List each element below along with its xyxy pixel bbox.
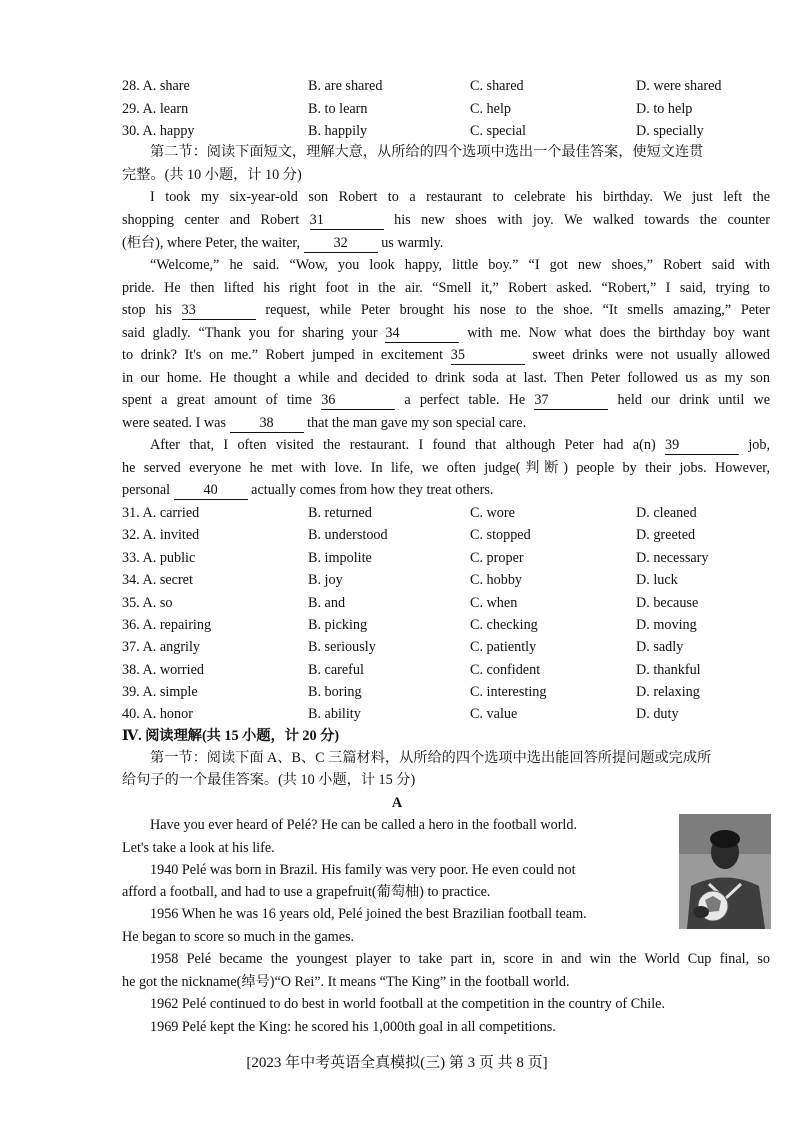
option-a: 29. A. learn <box>122 101 189 117</box>
pele-photo-illustration <box>679 814 771 929</box>
option-b: B. returned <box>308 505 372 521</box>
page-footer <box>0 1052 794 1075</box>
option-a: 33. A. public <box>122 550 196 566</box>
paragraph2-line2: pride. He then lifted his right foot in the air. “Smell it,” Robert asked. “Robert,” I said, trying to <box>122 280 770 296</box>
passageA-line2: Let's take a look at his life. <box>122 840 275 856</box>
paragraph1-line1: I took my six-year-old son Robert to a restaurant to celebrate his birthday. We just left the <box>150 189 770 205</box>
option-b: B. understood <box>308 527 388 543</box>
question-34-options <box>122 569 772 591</box>
option-d: D. moving <box>636 617 697 633</box>
question-38-options <box>122 659 772 681</box>
paragraph3-line3: personal 40 actually comes from how they treat others. <box>122 482 494 498</box>
question-29-options <box>122 98 772 120</box>
option-c: C. checking <box>470 617 538 633</box>
question-35-options <box>122 592 772 614</box>
blank-35[interactable]: 35 <box>451 346 525 365</box>
paragraph1-line2: shopping center and Robert 31 his new shoes with joy. We walked towards the counter <box>122 212 771 228</box>
paragraph2-line6: in our home. He thought a while and decided to drink soda at last. Then Peter followed us as my son <box>122 370 770 386</box>
option-d: D. thankful <box>636 662 701 678</box>
paragraph2-line4: said gladly. “Thank you for sharing your 34 with me. Now what does the birthday boy want <box>122 325 771 341</box>
option-b: B. are shared <box>308 78 383 94</box>
option-b: B. careful <box>308 662 364 678</box>
question-40-options <box>122 703 772 725</box>
option-a: 40. A. honor <box>122 706 193 722</box>
blank-40[interactable]: 40 <box>174 481 248 500</box>
blank-34[interactable]: 34 <box>385 324 459 343</box>
blank-33[interactable]: 33 <box>182 301 256 320</box>
section2-instruction-line1: 第二节：阅读下面短文，理解大意，从所给的四个选项中选出一个最佳答案，使短文连贯 <box>150 144 704 160</box>
option-d: D. duty <box>636 706 679 722</box>
option-a: 28. A. share <box>122 78 190 94</box>
option-b: B. seriously <box>308 639 376 655</box>
question-37-options <box>122 636 772 658</box>
blank-36[interactable]: 36 <box>321 391 395 410</box>
option-d: D. to help <box>636 101 693 117</box>
paragraph2-line8: were seated. I was 38 that the man gave my son special care. <box>122 415 527 431</box>
passageA-line9: 1962 Pelé continued to do best in world football at the competition in the country of Chile. <box>150 996 665 1012</box>
passage-label: A <box>391 795 403 811</box>
blank-37[interactable]: 37 <box>534 391 608 410</box>
paragraph1-line3: (柜台), where Peter, the waiter, 32 us warmly. <box>122 235 444 251</box>
option-d: D. because <box>636 595 699 611</box>
part4-instruction-line1: 第一节：阅读下面 A、B、C 三篇材料，从所给的四个选项中选出能回答所提问题或完成所 <box>150 750 712 766</box>
question-30-options <box>122 120 772 142</box>
option-a: 34. A. secret <box>122 572 193 588</box>
option-c: C. proper <box>470 550 524 566</box>
question-28-options <box>122 75 772 97</box>
option-c: C. value <box>470 706 518 722</box>
passageA-line10: 1969 Pelé kept the King: he scored his 1,000th goal in all competitions. <box>150 1019 556 1035</box>
option-d: D. relaxing <box>636 684 700 700</box>
option-b: B. ability <box>308 706 361 722</box>
footer-text: [2023 年中考英语全真模拟(三) 第 3 页 共 8 页] <box>246 1055 548 1071</box>
option-b: B. boring <box>308 684 362 700</box>
blank-31[interactable]: 31 <box>310 211 384 230</box>
option-a: 35. A. so <box>122 595 173 611</box>
option-d: D. specially <box>636 123 704 139</box>
option-a: 39. A. simple <box>122 684 198 700</box>
paragraph3-line2: he served everyone he met with love. In life, we often judge(判断) people by their jobs. However, <box>122 460 770 476</box>
option-b: B. to learn <box>308 101 368 117</box>
option-a: 37. A. angrily <box>122 639 201 655</box>
option-c: C. confident <box>470 662 541 678</box>
question-36-options <box>122 614 772 636</box>
passageA-line8: he got the nickname(绰号)“O Rei”. It means “The King” in the football world. <box>122 974 570 990</box>
question-32-options <box>122 524 772 546</box>
option-b: B. happily <box>308 123 368 139</box>
paragraph2-line1: “Welcome,” he said. “Wow, you look happy, little boy.” “I got new shoes,” Robert said with <box>150 257 770 273</box>
paragraph2-line7: spent a great amount of time 36 a perfect table. He 37 held our drink until we <box>122 392 771 408</box>
option-d: D. greeted <box>636 527 696 543</box>
passageA-line5: 1956 When he was 16 years old, Pelé joined the best Brazilian football team. <box>150 906 587 922</box>
option-d: D. were shared <box>636 78 722 94</box>
option-c: C. help <box>470 101 511 117</box>
option-c: C. shared <box>470 78 524 94</box>
paragraph2-line5: to drink? It's on me.” Robert jumped in excitement 35 sweet drinks were not usually allowed <box>122 347 770 363</box>
option-b: B. picking <box>308 617 368 633</box>
option-a: 32. A. invited <box>122 527 200 543</box>
paragraph3-line1: After that, I often visited the restaurant. I found that although Peter had a(n) 39 job, <box>150 437 771 453</box>
passageA-line7: 1958 Pelé became the youngest player to take part in, score in and win the World Cup final, so <box>150 951 770 967</box>
option-b: B. and <box>308 595 346 611</box>
question-39-options <box>122 681 772 703</box>
pele-photo <box>679 814 771 929</box>
blank-38[interactable]: 38 <box>230 414 304 433</box>
option-c: C. when <box>470 595 518 611</box>
option-c: C. wore <box>470 505 515 521</box>
section2-instruction-line2: 完整。(共 10 小题，计 10 分) <box>122 167 302 183</box>
part4-title: Ⅳ. 阅读理解(共 15 小题，计 20 分) <box>122 728 340 744</box>
option-b: B. impolite <box>308 550 372 566</box>
part4-instruction-line2: 给句子的一个最佳答案。(共 10 小题，计 15 分) <box>122 772 416 788</box>
option-d: D. sadly <box>636 639 684 655</box>
option-b: B. joy <box>308 572 343 588</box>
paragraph2-line3: stop his 33 request, while Peter brought his nose to the shoe. “It smells amazing,” Peter <box>122 302 770 318</box>
blank-39[interactable]: 39 <box>665 436 739 455</box>
option-c: C. interesting <box>470 684 547 700</box>
option-c: C. hobby <box>470 572 523 588</box>
option-d: D. luck <box>636 572 678 588</box>
passageA-line1: Have you ever heard of Pelé? He can be called a hero in the football world. <box>150 817 578 833</box>
passageA-line3: 1940 Pelé was born in Brazil. His family was very poor. He even could not <box>150 862 576 878</box>
option-a: 30. A. happy <box>122 123 195 139</box>
option-d: D. cleaned <box>636 505 697 521</box>
option-c: C. patiently <box>470 639 537 655</box>
option-c: C. stopped <box>470 527 531 543</box>
passageA-line6: He began to score so much in the games. <box>122 929 355 945</box>
question-33-options <box>122 547 772 569</box>
option-a: 38. A. worried <box>122 662 204 678</box>
blank-32[interactable]: 32 <box>304 234 378 253</box>
option-d: D. necessary <box>636 550 709 566</box>
question-31-options <box>122 502 772 524</box>
option-a: 36. A. repairing <box>122 617 212 633</box>
option-c: C. special <box>470 123 526 139</box>
option-a: 31. A. carried <box>122 505 200 521</box>
passageA-line4: afford a football, and had to use a grapefruit(葡萄柚) to practice. <box>122 884 491 900</box>
